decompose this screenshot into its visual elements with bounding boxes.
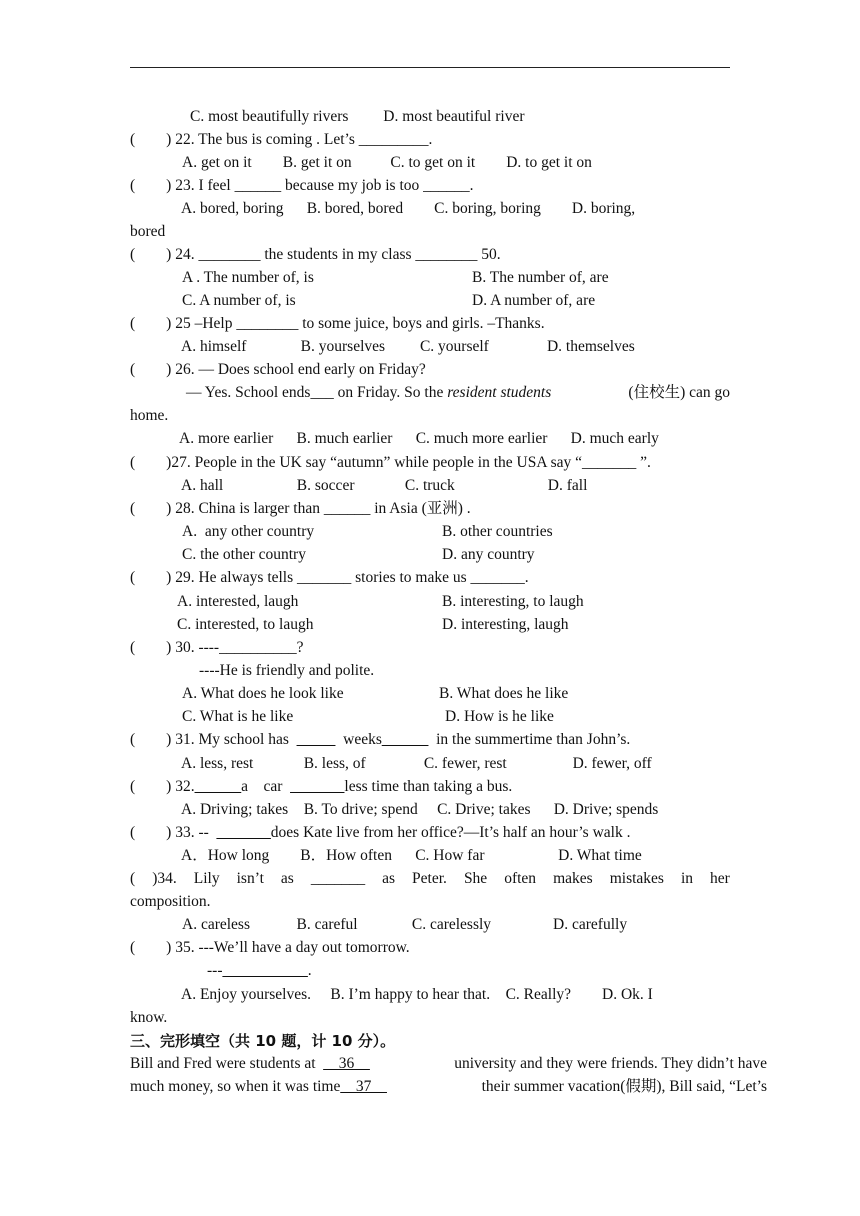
q34-word: _______	[310, 870, 366, 887]
q21-options: C. most beautifully rivers D. most beautiful river	[190, 108, 525, 125]
q28-option-b: B. other countries	[442, 523, 553, 540]
q32-blank-2: _______	[290, 778, 345, 795]
q26-options: A. more earlier B. much earlier C. much more earlier D. much early	[179, 430, 659, 447]
q34-word: makes	[553, 870, 593, 887]
q32-text-1: ( ) 32.	[130, 778, 195, 795]
q33-question	[130, 823, 630, 843]
q26-answer-end: (住校生) can go	[624, 384, 730, 401]
q24-question: ( ) 24. ________ the students in my class ________ 50.	[130, 246, 501, 263]
q28-option-d: D. any country	[442, 546, 535, 563]
q25-options: A. himself B. yourselves C. yourself D. themselves	[181, 338, 635, 355]
q30-option-d: D. How is he like	[445, 708, 554, 725]
q34-word: Peter.	[412, 870, 447, 887]
q26-answer-text	[130, 383, 551, 403]
q34-word: She	[463, 870, 488, 887]
q32-blank-1: ______	[194, 778, 242, 795]
q23-options: A. bored, boring B. bored, bored C. boring, boring D. boring,	[181, 200, 636, 217]
cloze-blank-37: __37__	[340, 1078, 387, 1095]
q29-question: ( ) 29. He always tells _______ stories to make us _______.	[130, 569, 529, 586]
q27-question: ( )27. People in the UK say “autumn” while people in the USA say “_______ ”.	[130, 454, 651, 471]
q34-word: often	[504, 870, 537, 887]
q26-answer-wrap: home.	[130, 407, 169, 424]
q35-question: ( ) 35. ---We’ll have a day out tomorrow.	[130, 939, 410, 956]
q29-option-b: B. interesting, to laugh	[442, 593, 584, 610]
q32-options: A. Driving; takes B. To drive; spend C. Drive; takes D. Drive; spends	[181, 801, 659, 818]
q26-answer-line	[130, 383, 730, 403]
q29-option-a: A. interested, laugh	[177, 593, 299, 610]
q29-option-c: C. interested, to laugh	[177, 616, 314, 633]
cloze-line-2	[130, 1077, 767, 1097]
q32-question	[130, 777, 512, 797]
cloze-line-2-start	[130, 1077, 387, 1097]
cloze-text: their summer vacation(假期), Bill said, “Let’s	[473, 1078, 767, 1095]
q31-options: A. less, rest B. less, of C. fewer, rest D. fewer, off	[181, 755, 652, 772]
cloze-line-1-start	[130, 1054, 370, 1074]
q28-option-c: C. the other country	[182, 546, 306, 563]
q31-text-1: ( ) 31. My school has	[130, 731, 297, 748]
q26-answer-start: — Yes. School ends___ on Friday. So the	[186, 384, 448, 401]
q34-word: in	[680, 870, 694, 887]
q35-reply-end: .	[307, 962, 312, 979]
q28-question: ( ) 28. China is larger than ______ in Asia (亚洲) .	[130, 500, 471, 517]
q22-options: A. get on it B. get it on C. to get on it D. to get it on	[182, 154, 592, 171]
q25-question: ( ) 25 –Help ________ to some juice, boys and girls. –Thanks.	[130, 315, 545, 332]
q35-reply-dashes: ---	[207, 962, 223, 979]
cloze-text: university and they were friends. They didn’t have	[454, 1055, 767, 1072]
q22-question: ( ) 22. The bus is coming . Let’s _________.	[130, 131, 433, 148]
q24-option-a: A . The number of, is	[182, 269, 314, 286]
q33-text-2: does Kate live from her office?—It’s half an hour’s walk .	[270, 824, 631, 841]
q29-option-d: D. interesting, laugh	[442, 616, 569, 633]
q35-options-wrap: know.	[130, 1009, 168, 1026]
q26-question: ( ) 26. — Does school end early on Friday?	[130, 361, 426, 378]
q35-reply	[207, 961, 312, 981]
cloze-text: much money, so when it was time	[130, 1078, 341, 1095]
q26-italic-term: resident students	[447, 384, 552, 401]
q24-option-c: C. A number of, is	[182, 292, 296, 309]
cloze-line-1	[130, 1054, 767, 1074]
section-heading: 三、完形填空（共 10 题，计 10 分）。	[130, 1032, 396, 1050]
q34-word: )34.	[152, 870, 177, 887]
q30-option-b: B. What does he like	[439, 685, 569, 702]
q34-word: Lily	[193, 870, 220, 887]
q32-text-3: less time than taking a bus.	[344, 778, 513, 795]
q24-option-b: B. The number of, are	[472, 269, 609, 286]
q31-text-2: weeks	[335, 731, 382, 748]
q23-options-wrap: bored	[130, 223, 166, 240]
q31-question	[130, 730, 630, 750]
q30-question: ( ) 30. ----__________?	[130, 639, 304, 656]
q34-word: as	[382, 870, 396, 887]
q34-word: isn’t	[236, 870, 264, 887]
q31-blank-2: ______	[381, 731, 429, 748]
q34-question-wrap: composition.	[130, 893, 211, 910]
q30-option-a: A. What does he look like	[182, 685, 344, 702]
q32-text-2: a car	[241, 778, 291, 795]
q35-options: A. Enjoy yourselves. B. I’m happy to hear that. C. Really? D. Ok. I	[181, 986, 653, 1003]
q31-blank-1: _____	[296, 731, 336, 748]
q34-word: (	[130, 870, 136, 887]
cloze-blank-36: __36__	[323, 1055, 370, 1072]
q30-reply: ----He is friendly and polite.	[199, 662, 375, 679]
q33-options: A．How long B．How often C. How far D. What time	[181, 847, 642, 864]
q34-word: her	[710, 870, 730, 887]
cloze-text: Bill and Fred were students at	[130, 1055, 324, 1072]
q28-option-a: A. any other country	[182, 523, 315, 540]
q27-options: A. hall B. soccer C. truck D. fall	[181, 477, 588, 494]
q30-option-c: C. What is he like	[182, 708, 294, 725]
q33-blank: _______	[216, 824, 271, 841]
q33-text-1: ( ) 33. --	[130, 824, 217, 841]
header-rule	[130, 67, 730, 68]
q34-word: mistakes	[609, 870, 664, 887]
q34-question	[130, 869, 730, 889]
q31-text-3: in the summertime than John’s.	[428, 731, 631, 748]
q34-word: as	[280, 870, 294, 887]
q34-options: A. careless B. careful C. carelessly D. carefully	[182, 916, 628, 933]
q24-option-d: D. A number of, are	[472, 292, 596, 309]
q35-blank: ___________	[222, 962, 308, 979]
q23-question: ( ) 23. I feel ______ because my job is too ______.	[130, 177, 474, 194]
